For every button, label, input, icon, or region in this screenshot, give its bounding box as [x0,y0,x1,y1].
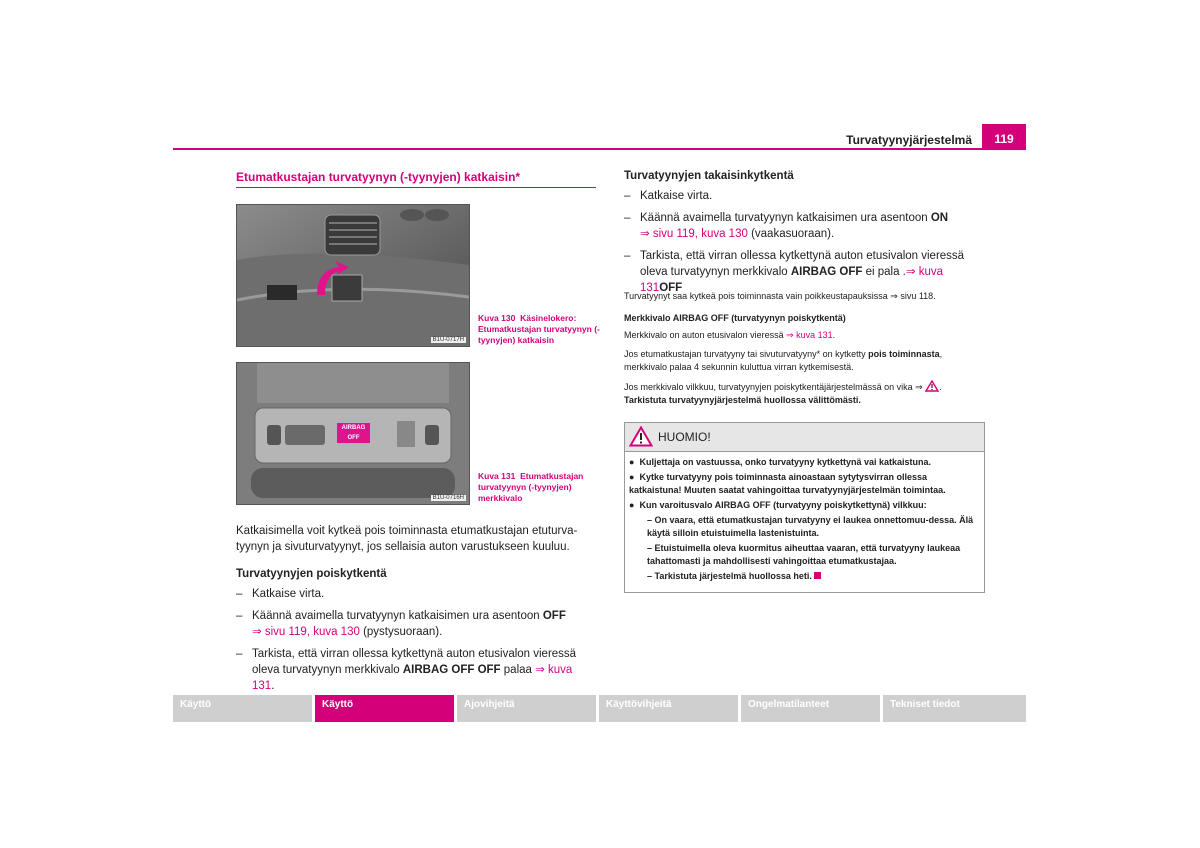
list-item: – Katkaise virta. [236,588,325,600]
page-reference-link[interactable]: ⇒ sivu 119, kuva 130 [640,228,748,240]
intro-paragraph: Katkaisimella voit kytkeä pois toiminnasta etumatkustajan etuturva-tyynyn ja sivuturvatyynyt, jos sellaisia auton varustukseen kuuluu. [236,525,578,553]
nav-tab-kayttovihjeita[interactable]: Käyttövihjeitä [599,695,738,722]
enable-heading: Turvatyynyjen takaisinkytkentä [624,170,794,182]
disable-steps [236,586,596,700]
figure-caption-130: Kuva 130 Käsinelokero: Etumatkustajan turvatyynyn (-tyynyjen) katkaisin [478,313,600,345]
warning-item: ● Kuljettaja on vastuussa, onko turvatyyny kytkettynä vai katkaistuna. [629,457,932,467]
section-title: Etumatkustajan turvatyynyn (-tyynyjen) katkaisin* [236,170,596,188]
glovebox-illustration [237,205,469,346]
lamp-paragraph-3: Jos merkkivalo vilkkuu, turvatyynyjen poiskytkentäjärjestelmässä on vika ⇒ . Tarkistuta turvatyynyjärjestelmä huollossa välittömästi. [624,382,942,405]
figure-reference-link[interactable]: ⇒ kuva 131 [640,266,944,294]
warning-header [625,423,984,452]
list-item: – Tarkista, että virran ollessa kytkettynä auton etusivalon vieressä oleva turvatyynyn merkkivalo AIRBAG OFF OFF palaa ⇒ kuva 131. [236,648,577,692]
nav-tab-tekniset-tiedot[interactable]: Tekniset tiedot [883,695,1026,722]
airbag-off-lamp-label: AIRBAG OFF [341,425,366,441]
figure-caption-131: Kuva 131 Etumatkustajan turvatyynyn (-tyynyjen) merkkivalo [478,471,584,503]
list-item: – Tarkista, että virran ollessa kytkettynä auton etusivalon vieressä oleva turvatyynyn merkkivalo AIRBAG OFF ei pala .⇒ kuva 131OFF [624,250,965,294]
note-paragraph: Turvatyynyt saa kytkeä pois toiminnasta vain poikkeustapauksissa ⇒ sivu 118. [624,291,936,301]
warning-box [624,422,985,593]
header-rule [173,148,1026,150]
warning-triangle-icon [925,382,939,392]
figure-airbag-off-lamp [236,362,470,505]
page-number: 119 [982,124,1026,148]
warning-item: ● Kytke turvatyyny pois toiminnasta ainoastaan sytytysvirran ollessa katkaistuna! Muuten saatat vahingoittaa turvatyynyjärjestelmän toimintaa. [629,472,946,495]
lamp-paragraph-1: Merkkivalo on auton etusivalon vieressä ⇒ kuva 131. [624,330,836,340]
page-reference-link[interactable]: ⇒ sivu 119, kuva 130 [252,626,360,638]
warning-triangle-icon [629,426,653,452]
figure-reference-link[interactable]: ⇒ kuva 131 [252,664,573,692]
disable-heading: Turvatyynyjen poiskytkentä [236,568,387,580]
nav-tab-kaytto-1[interactable]: Käyttö [173,695,312,722]
enable-steps [624,188,984,302]
running-header-title: Turvatyynyjärjestelmä [846,133,972,147]
end-marker [814,572,821,579]
figure-reference-link[interactable]: ⇒ kuva 131 [786,330,833,340]
warning-subitem: – On vaara, että etumatkustajan turvatyyny ei laukea onnettomuu-dessa. Älä käytä silloin etuistuimella lastenistuinta. [647,515,974,538]
warning-title: HUOMIO! [658,430,711,444]
figure-code: B1U-0717H [432,337,464,343]
nav-tab-kaytto-2[interactable]: Käyttö [315,695,454,722]
list-item: – Käännä avaimella turvatyynyn katkaisimen ura asentoon OFF ⇒ sivu 119, kuva 130 (pystysuoraan). [236,610,566,638]
figure-code: B1U-0716H [432,495,464,501]
warning-item: ● Kun varoitusvalo AIRBAG OFF (turvatyyny poiskytkettynä) vilkkuu: [629,500,927,510]
warning-subitem: – Etuistuimella oleva kuormitus aiheuttaa vaaran, että turvatyyny laukeaa tahattomasti ja mahdollisesti vahingoittaa etumatkustajaa. [647,543,961,566]
nav-tab-ajovihjeita[interactable]: Ajovihjeitä [457,695,596,722]
lamp-heading: Merkkivalo AIRBAG OFF (turvatyynyn poiskytkentä) [624,313,846,323]
list-item: – Katkaise virta. [624,190,713,202]
nav-tab-ongelmatilanteet[interactable]: Ongelmatilanteet [741,695,880,722]
warning-body [625,452,984,583]
figure-glovebox-switch [236,204,470,347]
lamp-paragraph-2: Jos etumatkustajan turvatyyny tai sivuturvatyyny* on kytketty pois toiminnasta, merkkivalo palaa 4 sekunnin kuluttua virran kytkemisestä. [624,349,943,372]
list-item: – Käännä avaimella turvatyynyn katkaisimen ura asentoon ON ⇒ sivu 119, kuva 130 (vaakasuoraan). [624,212,949,240]
warning-subitem: – Tarkistuta järjestelmä huollossa heti. [629,570,980,583]
